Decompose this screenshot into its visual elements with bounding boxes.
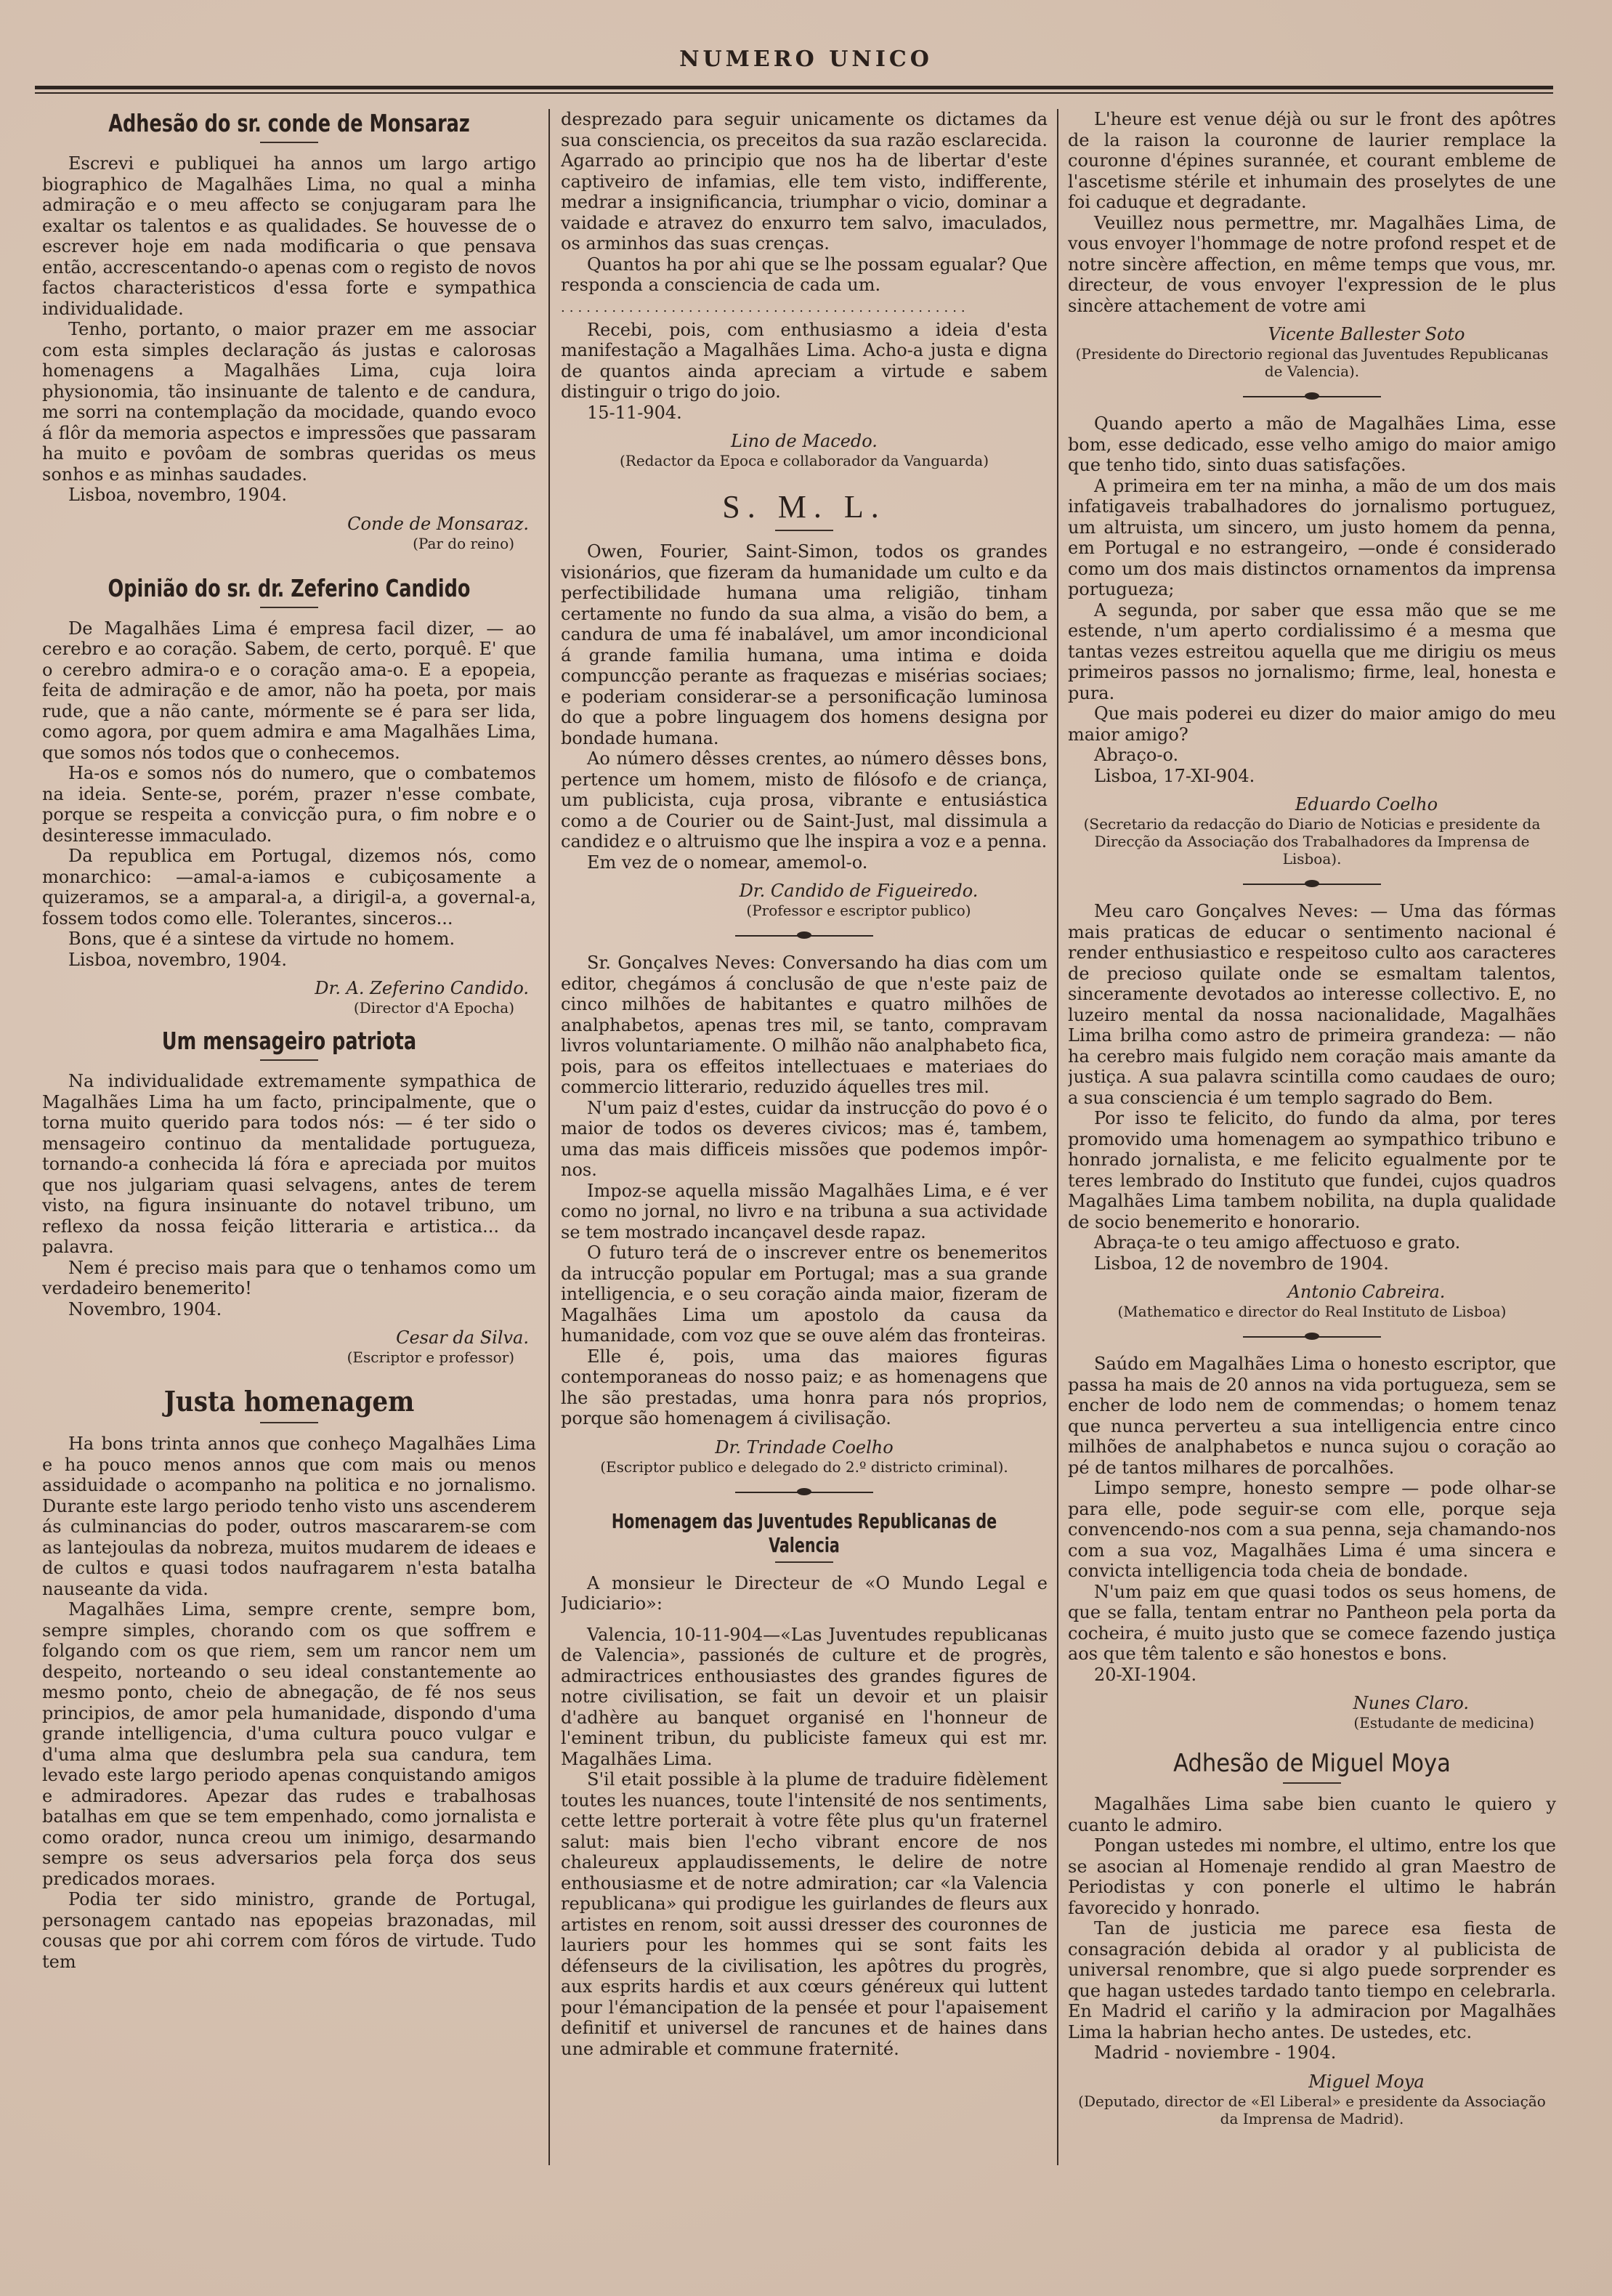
author-signature: Antonio Cabreira. bbox=[1287, 1282, 1446, 1302]
author-signature: Dr. Candido de Figueiredo. bbox=[739, 881, 979, 901]
author-signature: Miguel Moya bbox=[1308, 2071, 1425, 2092]
article-date: 20-XI-1904. bbox=[1094, 1664, 1197, 1685]
paragraph: Ao número dêsses crentes, ao número dêsses bons, pertence um homem, misto de filósofo e de criança, um publicista, cuja prosa, vibrante e entusiástica como a de Courier ou de Saint-Just, mal dissimula a candidez e o altruismo que lhe inspira a voz e a penna. bbox=[561, 748, 1048, 852]
paragraph: L'heure est venue déjà ou sur le front des apôtres de la raison la couronne de laurier remplace la couronne d'épines surannée, et courant embleme de l'ascetisme stérile et inhumain des proselytes de une foi caduque et degradante. bbox=[1068, 109, 1556, 212]
paragraph: Meu caro Gonçalves Neves: — Uma das fórmas mais praticas de educar o sentimento nacional é render enthusiastico e respeitoso culto aos caracteres de precioso quilate onde se esmaltam talentos, sinceramente devotados ao interesse collectivo. E, no luzeiro mental da nossa nacionalidade, Magalhães Lima brilha como astro de primeira grandeza: — não ha cerebro mais fulgido nem coração mais amante da justiça. A sua palavra scintilla como caudaes de ouro; a sua consciencia é um templo sagrado do Bem. bbox=[1068, 901, 1556, 1108]
section-separator bbox=[1243, 1336, 1381, 1338]
paragraph: Da republica em Portugal, dizemos nós, como monarchico: —amal-a-iamos e cubiçosamente a quizeramos, se a amparal-a, a dirigil-a, a governal-a, fossem todos como elle. Tolerantes, sinceros... bbox=[42, 846, 536, 929]
paragraph: Ha-os e somos nós do numero, que o combatemos na ideia. Sente-se, porém, prazer n'esse combate, porque se respeita a convicção pura, o fim nobre e o desinteresse immaculado. bbox=[42, 763, 536, 846]
paragraph: Quando aperto a mão de Magalhães Lima, esse bom, esse dedicado, esse velho amigo do maior amigo que tenho tido, sinto duas satisfações. bbox=[1068, 413, 1556, 475]
author-signature: Eduardo Coelho bbox=[1295, 794, 1438, 814]
column-1 bbox=[42, 109, 536, 2165]
article-title: Um mensageiro patriota bbox=[161, 1027, 417, 1055]
paragraph: De Magalhães Lima é empresa facil dizer, — ao cerebro e ao coração. Sabem, de certo, porquê. E' que o cerebro admira-o e o coração ama-o. E a epopeia, feita de admiração e de amor, não ha poeta, por mais rude, que a não cante, mórmente se é para ser lida, como agora, por quem admira e ama Magalhães Lima, que somos nós todos que o conhecemos. bbox=[42, 618, 536, 763]
article-title: S. M. L. bbox=[722, 489, 886, 525]
title-rule bbox=[775, 1561, 833, 1563]
paragraph: Por isso te felicito, do fundo da alma, por teres promovido uma homenagem ao sympathico tribuno e honrado jornalista, e me felicito egualmente por te teres lembrado do Instituto que fundei, cujos quadros Magalhães Lima tambem nobilita, na dupla qualidade de socio benemerito e honorario. bbox=[1068, 1108, 1556, 1232]
paragraph: Bons, que é a sintese da virtude no homem. bbox=[68, 929, 455, 949]
article-date: Madrid - noviembre - 1904. bbox=[1094, 2042, 1337, 2063]
paragraph: N'um paiz d'estes, cuidar da instrucção do povo é o maior de todos os deveres civicos; mas é, tambem, uma das mais difficeis missões que podemos impôr-nos. bbox=[561, 1097, 1048, 1180]
paragraph: Quantos ha por ahi que se lhe possam egualar? Que responda a consciencia de cada um. bbox=[561, 254, 1048, 295]
section-separator bbox=[1243, 396, 1381, 397]
article-date: Lisboa, novembro, 1904. bbox=[68, 949, 287, 970]
author-role: (Presidente do Directorio regional das Juventudes Republicanas de Valencia). bbox=[1075, 345, 1549, 380]
paragraph: Tenho, portanto, o maior prazer em me associar com esta simples declaração ás justas e calorosas homenagens a Magalhães Lima, cuja loira physionomia, tão insinuante de talento e de candura, me sorri na contemplação da mocidade, quando evoco á flôr da memoria aspectos e impressões que passaram ha muito e povôam de sombras queridas os meus sonhos e as minhas saudades. bbox=[42, 319, 536, 485]
title-rule bbox=[1283, 1782, 1341, 1784]
author-role: (Professor e escriptor publico) bbox=[746, 902, 971, 919]
paragraph: Owen, Fourier, Saint-Simon, todos os grandes visionários, que fizeram da humanidade um culto e da perfectibilidade humana uma religião, tinham certamente no fundo da sua alma, a visão do bem, a candura de uma fé inabalável, um amor incondicional á grande familia humana, uma intima e doida compuncção perante as fraquezas e misérias sociaes; e poderiam considerar-se a personificação luminosa do que a pobre linguagem dos homens designa por bondade humana. bbox=[561, 541, 1048, 748]
section-separator bbox=[735, 1492, 873, 1493]
article-title: Homenagem das Juventudes Republicanas de Valencia bbox=[611, 1508, 997, 1557]
author-role: (Deputado, director de «El Liberal» e presidente da Associação da Imprensa de Madrid). bbox=[1078, 2092, 1546, 2127]
paragraph: Magalhães Lima, sempre crente, sempre bom, sempre simples, chorando com os que soffrem e folgando com os que riem, sem um rancor nem um despeito, norteando o seu ideal constantemente ao mesmo ponto, cheio de abnegação, de fé nos seus principios, de amor pela humanidade, dispondo d'uma grande intelligencia, d'uma cultura pouco vulgar e d'uma alma que deslumbra pela sua candura, tem levado este largo periodo apenas conquistando amigos e admiradores. Apezar das rudes e trabalhosas batalhas em que se tem empenhado, como jornalista e como orador, nunca creou um inimigo, desarmando sempre os seus adversarios pela força dos seus predicados moraes. bbox=[42, 1599, 536, 1889]
author-role: (Secretario da redacção do Diario de Noticias e presidente da Direcção da Associação dos Trabalhadores da Imprensa de Lisboa). bbox=[1083, 815, 1541, 868]
title-rule bbox=[260, 607, 318, 608]
column-3 bbox=[1068, 109, 1556, 2165]
header-rule bbox=[35, 86, 1553, 89]
paragraph: Valencia, 10-11-904—«Las Juventudes republicanas de Valencia», passionés de culture et de progrès, admiractrices enthousiastes des grandes figures de notre civilisation, se fait un devoir et un plaisir d'adhère au banquet organisé en l'honneur de l'eminent tribun, du publiciste fameux qui est mr. Magalhães Lima. bbox=[561, 1624, 1048, 1769]
article-date: 15-11-904. bbox=[587, 402, 682, 423]
article-date: Lisboa, 17-XI-904. bbox=[1094, 765, 1255, 786]
article-cabreira bbox=[1068, 901, 1556, 1320]
article-mensageiro bbox=[42, 1027, 536, 1366]
author-role: (Par do reino) bbox=[413, 534, 514, 552]
author-role: (Escriptor e professor) bbox=[347, 1349, 514, 1366]
author-signature: Cesar da Silva. bbox=[396, 1327, 529, 1348]
paragraph: Veuillez nous permettre, mr. Magalhães Lima, de vous envoyer l'hommage de notre profond respet et de notre sincère affection, en même temps que vous, mr. directeur, de vous envoyer l'expression de le plus sincère attachement de votre ami bbox=[1068, 212, 1556, 316]
title-rule bbox=[260, 142, 318, 143]
paragraph: Recebi, pois, com enthusiasmo a ideia d'esta manifestação a Magalhães Lima. Acho-a justa e digna de quantos ainda apreciam a virtude e sabem distinguir o trigo do joio. bbox=[561, 319, 1048, 402]
author-signature: Dr. A. Zeferino Candido. bbox=[315, 978, 529, 998]
author-signature: Nunes Claro. bbox=[1353, 1693, 1469, 1713]
article-zeferino bbox=[42, 574, 536, 1017]
paragraph: Pongan ustedes mi nombre, el ultimo, entre los que se asocian al Homenaje rendido al gran Maestro de Periodistas y con ponerle el ultimo le habrán favorecido y honrado. bbox=[1068, 1835, 1556, 1918]
paragraph: Ha bons trinta annos que conheço Magalhães Lima e ha pouco menos annos que com mais ou menos assiduidade o acompanho na politica e no jornalismo. Durante este largo periodo tenho visto uns ascenderem ás culminancias do poder, outros mascararem-se com as lantejoulas da nobreza, muitos mudarem de ideaes e de cultos e quasi todos naufragarem n'esta batalha nauseante da vida. bbox=[42, 1434, 536, 1599]
paragraph: desprezado para seguir unicamente os dictames da sua consciencia, os preceitos da sua razão esclarecida. Agarrado ao principio que nos ha de libertar d'este captiveiro de infamias, elle tem visto, indifferente, medrar a insignificancia, triumphar o vicio, dominar a vaidade e atravez do enxurro tem salvo, imaculados, os arminhos das suas crenças. bbox=[561, 109, 1048, 254]
article-date: Novembro, 1904. bbox=[68, 1298, 222, 1319]
article-title: Adhesão do sr. conde de Monsaraz bbox=[108, 109, 470, 137]
author-signature: Conde de Monsaraz. bbox=[347, 513, 529, 534]
article-justa-homenagem bbox=[42, 1385, 536, 1972]
article-title: Opinião do sr. dr. Zeferino Candido bbox=[108, 573, 471, 602]
title-rule bbox=[775, 530, 833, 531]
column-divider bbox=[1057, 109, 1058, 2165]
paragraph: Que mais poderei eu dizer do maior amigo do meu maior amigo? bbox=[1068, 703, 1556, 745]
paragraph: N'um paiz em que quasi todos os seus homens, de que se falla, tentam entrar no Pantheon pela porta da cocheira, é muito justo que se comece fazendo justiça aos que têm talento e são honestos e bons. bbox=[1068, 1581, 1556, 1664]
article-trindade bbox=[561, 953, 1048, 1476]
paragraph: Sr. Gonçalves Neves: Conversando ha dias com um editor, chegámos á conclusão de que n'este paiz de cinco milhões de habitantes e quatro milhões de analphabetos, apenas tres mil, se tanto, compravam livros voluntariamente. O milhão não analphabeto fica, pois, para os effeitos intellectuaes e materiaes do commercio litterario, reduzido áquelles tres mil. bbox=[561, 953, 1048, 1097]
article-title: Adhesão de Miguel Moya bbox=[1173, 1749, 1451, 1778]
paragraph: Elle é, pois, uma das maiores figuras contemporaneas do nosso paiz; e as homenagens que lhe são prestadas, uma honra para nós proprios, porque são homenagem á civilisação. bbox=[561, 1346, 1048, 1428]
paragraph: Impoz-se aquella missão Magalhães Lima, e é ver como no jornal, no livro e na tribuna a sua actividade se tem mostrado incançavel desde rapaz. bbox=[561, 1180, 1048, 1242]
article-monsaraz bbox=[42, 109, 536, 552]
paragraph: Abraça-te o teu amigo affectuoso e grato. bbox=[1094, 1232, 1461, 1253]
author-role: (Escriptor publico e delegado do 2.º districto criminal). bbox=[600, 1458, 1008, 1476]
section-separator bbox=[1243, 884, 1381, 885]
author-signature: Dr. Trindade Coelho bbox=[715, 1436, 894, 1458]
paragraph: Limpo sempre, honesto sempre — pode olhar-se para elle, pode seguir-se com elle, porque seja convencendo-nos com a sua penna, seja chamando-nos com a sua voz, Magalhães Lima é uma sincera e convicta intelligencia toda cheia de bondade. bbox=[1068, 1478, 1556, 1581]
title-rule bbox=[260, 1059, 318, 1061]
column-divider bbox=[548, 109, 550, 2165]
article-sml bbox=[561, 488, 1048, 919]
article-date: Lisboa, novembro, 1904. bbox=[68, 485, 287, 505]
masthead-title: NUMERO UNICO bbox=[679, 47, 933, 72]
header-rule-thin bbox=[35, 92, 1553, 94]
section-separator bbox=[735, 935, 873, 937]
paragraph: Na individualidade extremamente sympathica de Magalhães Lima ha um facto, principalmente, que o torna muito querido para todos nós: — é ter sido o mensageiro continuo da mentalidade portugueza, tornando-a conhecida lá fóra e apreciada por muitos que nos julgariam quasi selvagens, antes de terem visto, na figura insinuante do notavel tribuno, um reflexo da nossa feição litteraria e artistica... da palavra. bbox=[42, 1071, 536, 1257]
column-2 bbox=[561, 109, 1048, 2165]
article-valencia-cont bbox=[1068, 109, 1556, 380]
author-role: (Mathematico e director do Real Instituto de Lisboa) bbox=[1117, 1303, 1507, 1320]
paragraph: O futuro terá de o inscrever entre os benemeritos da intrucção popular em Portugal; mas a sua grande intelligencia, e o seu coração ainda maior, fizeram de Magalhães Lima um apostolo da causa da humanidade, com voz que se ouve além das fronteiras. bbox=[561, 1242, 1048, 1346]
author-signature: Lino de Macedo. bbox=[731, 431, 878, 451]
article-title: Justa homenagem bbox=[163, 1385, 415, 1418]
paragraph: Em vez de o nomear, amemol-o. bbox=[587, 852, 868, 873]
paragraph: Saúdo em Magalhães Lima o honesto escriptor, que passa ha mais de 20 annos na vida portugueza, sem se encher de lodo nem de commendas; o homem tenaz que nunca perverteu a sua intelligencia entre cinco milhões de analphabetos e nunca sujou o coração ao pé de tantos milhares de porcalhões. bbox=[1068, 1354, 1556, 1478]
paragraph: Nem é preciso mais para que o tenhamos como um verdadeiro benemerito! bbox=[42, 1257, 536, 1298]
paragraph: A primeira em ter na minha, a mão de um dos mais infatigaveis trabalhadores do jornalismo portuguez, um altruista, um sincero, um justo homem da penna, em Portugal e no estrangeiro, —onde é considerado como um dos mais distinctos ornamentos da imprensa portugueza; bbox=[1068, 475, 1556, 599]
article-valencia bbox=[561, 1509, 1048, 2060]
article-nunes-claro bbox=[1068, 1354, 1556, 1731]
paragraph: A segunda, por saber que essa mão que se me estende, n'um aperto cordialissimo é a mesma que tantas vezes estreitou aquella que me dirigiu os meus primeiros passos no jornalismo; firme, leal, honesta e pura. bbox=[1068, 599, 1556, 703]
paragraph: Escrevi e publiquei ha annos um largo artigo biographico de Magalhães Lima, no qual a minha admiração e o meu affecto se conjugaram para lhe exaltar os talentos e as qualidades. Se houvesse de o escrever hoje em nada modificaria o que pensava então, accrescentando-o apenas com o registo de novos factos characteristicos d'essa forte e sympathica individualidade. bbox=[42, 153, 536, 319]
paragraph: S'il etait possible à la plume de traduire fidèlement toutes les nuances, toute l'intensité de nos sentiments, cette lettre porterait à votre fête plus qu'un fraternel salut: mais bien l'echo vibrant encore de nos chaleureux applaudissements, le delire de notre enthousiasme et de notre admiration; car «la Valencia republicana» qui prodigue les guirlandes de fleurs aux artistes en renom, soit aussi dresser des couronnes de lauriers pour les hommes qui se sont faits les défenseurs de la civilisation, les apôtres du progrès, aux esprits hardis et aux cœurs généreux qui luttent pour l'émancipation de la pensée et pour l'apaisement definitif et universel de rancunes et de haines dans une admirable et commune fraternité. bbox=[561, 1769, 1048, 2059]
author-role: (Director d'A Epocha) bbox=[353, 999, 514, 1016]
dotted-separator: ................................................ bbox=[561, 299, 970, 315]
paragraph: Magalhães Lima sabe bien cuanto le quiero y cuanto le admiro. bbox=[1068, 1794, 1556, 1835]
author-role: (Estudante de medicina) bbox=[1353, 1714, 1534, 1731]
paragraph: Podia ter sido ministro, grande de Portugal, personagem cantado nas epopeias brazonadas, mil cousas que por ahi correm com fóros de virtude. Tudo tem bbox=[42, 1889, 536, 1972]
paragraph: A monsieur le Directeur de «O Mundo Legal e Judiciario»: bbox=[561, 1572, 1048, 1614]
author-signature: Vicente Ballester Soto bbox=[1268, 324, 1465, 344]
article-date: Lisboa, 12 de novembro de 1904. bbox=[1094, 1253, 1389, 1274]
author-role: (Redactor da Epoca e collaborador da Vanguarda) bbox=[619, 452, 989, 469]
title-rule bbox=[260, 1422, 318, 1423]
article-justa-homenagem-cont bbox=[561, 109, 1048, 469]
article-miguel-moya bbox=[1068, 1749, 1556, 2127]
article-eduardo-coelho bbox=[1068, 413, 1556, 868]
paragraph: Abraço-o. bbox=[1094, 745, 1179, 765]
paragraph: Tan de justicia me parece esa fiesta de consagración debida al orador y al publicista de universal renombre, que si algo puede sorprender es que hagan ustedes tardado tanto tiempo en celebrarla. En Madrid el cariño y la admiracion por Magalhães Lima la habrian hecho antes. De ustedes, etc. bbox=[1068, 1918, 1556, 2042]
